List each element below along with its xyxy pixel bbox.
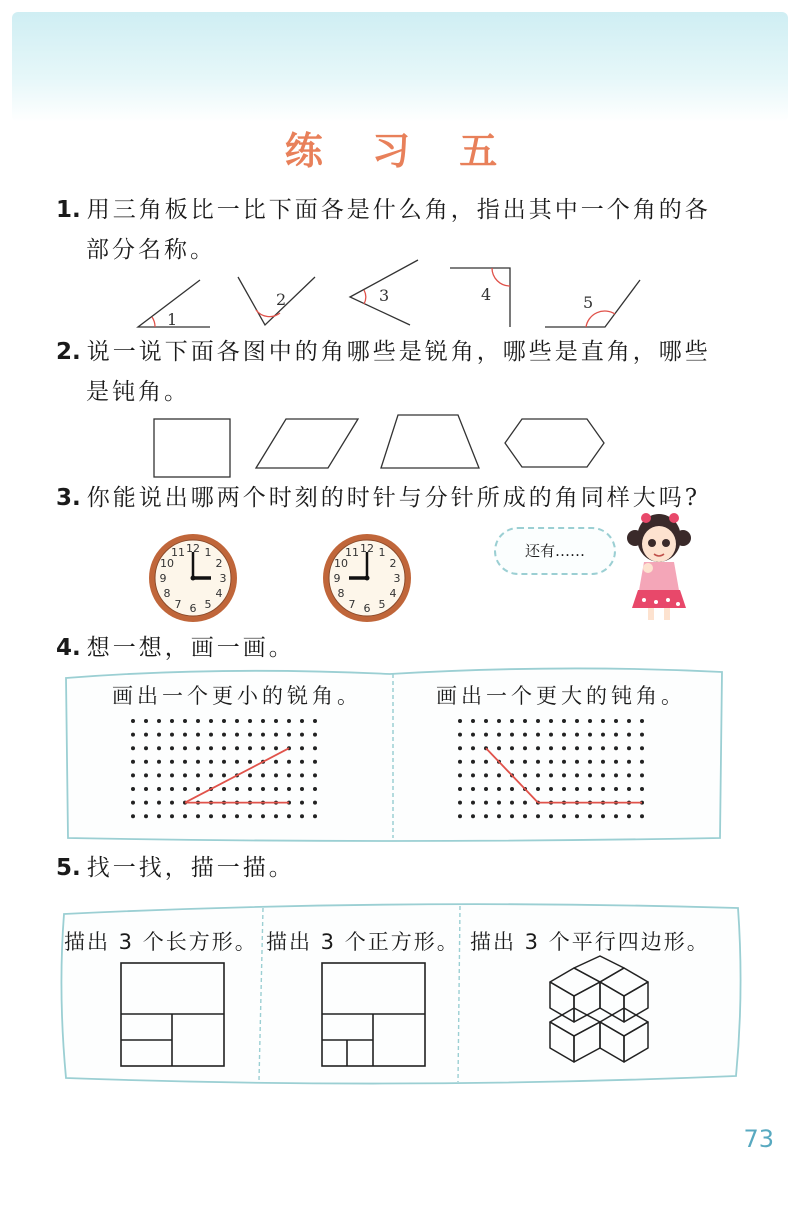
grid-dot [562, 773, 566, 777]
grid-dot [196, 733, 200, 737]
grid-dot [261, 773, 265, 777]
grid-dot [614, 773, 618, 777]
grid-dot [144, 733, 148, 737]
grid-dot [261, 719, 265, 723]
grid-dot [274, 719, 278, 723]
grid-dot [144, 746, 148, 750]
grid-dot [183, 733, 187, 737]
grid-dot [640, 719, 644, 723]
grid-dot [510, 814, 514, 818]
grid-dot [183, 814, 187, 818]
clock-number: 6 [363, 602, 371, 615]
grid-dot [131, 733, 135, 737]
grid-dot [131, 787, 135, 791]
grid-dot [287, 760, 291, 764]
grid-dot [549, 787, 553, 791]
grid-dot [614, 733, 618, 737]
grid-dot [209, 746, 213, 750]
grid-dot [627, 746, 631, 750]
grid-dot [222, 719, 226, 723]
grid-dot [484, 787, 488, 791]
grid-dot [196, 746, 200, 750]
grid-dot [287, 773, 291, 777]
grid-dot [248, 746, 252, 750]
grid-dot [157, 787, 161, 791]
girl-illustration [624, 508, 694, 623]
grid-dot [287, 787, 291, 791]
grid-dot [640, 773, 644, 777]
grid-dot [536, 746, 540, 750]
grid-dot [601, 787, 605, 791]
grid-dot [627, 814, 631, 818]
grid-dot [510, 719, 514, 723]
grid-dot [248, 787, 252, 791]
question-number: 4. [56, 635, 81, 661]
grid-dot [497, 814, 501, 818]
grid-dot [313, 814, 317, 818]
question-text-cont: 部分名称。 [86, 237, 216, 263]
grid-dot [614, 787, 618, 791]
clock-number: 11 [171, 546, 185, 560]
grid-dot [588, 814, 592, 818]
grid-dot [458, 801, 462, 805]
grid-dot [523, 773, 527, 777]
grid-dot [157, 773, 161, 777]
grid-dot [627, 787, 631, 791]
grid-dot [627, 773, 631, 777]
grid-dot [510, 746, 514, 750]
grid-dot [170, 814, 174, 818]
grid-dot [549, 746, 553, 750]
grid-dot [157, 719, 161, 723]
grid-dot [458, 773, 462, 777]
grid-dot [458, 746, 462, 750]
grid-dot [562, 719, 566, 723]
clock-number: 4 [389, 587, 397, 600]
grid-dot [183, 746, 187, 750]
grid-dot [536, 787, 540, 791]
angle-label-1: 1 [167, 310, 178, 329]
grid-dot [614, 746, 618, 750]
grid-dot [131, 719, 135, 723]
grid-dot [484, 814, 488, 818]
grid-dot [484, 760, 488, 764]
question-number: 5. [56, 855, 81, 881]
grid-dot [549, 733, 553, 737]
grid-dot [536, 760, 540, 764]
grid-dot [261, 746, 265, 750]
grid-dot [523, 814, 527, 818]
grid-dot [458, 814, 462, 818]
grid-dot [562, 787, 566, 791]
left-panel-label: 画出一个更小的锐角。 [112, 684, 362, 708]
clock-number: 2 [389, 557, 397, 570]
grid-dot [157, 760, 161, 764]
grid-dot [536, 719, 540, 723]
grid-dot [144, 773, 148, 777]
grid-dot [144, 814, 148, 818]
grid-dot [248, 814, 252, 818]
grid-dot [274, 746, 278, 750]
dot-grid-left [128, 716, 338, 826]
grid-dot [248, 719, 252, 723]
clock-2 [321, 532, 413, 624]
grid-dot [170, 801, 174, 805]
grid-dot [458, 760, 462, 764]
question-5 [56, 848, 295, 888]
grid-dot [131, 801, 135, 805]
clock-number: 10 [160, 557, 175, 570]
grid-dot [588, 746, 592, 750]
grid-dot [471, 733, 475, 737]
grid-dot [510, 787, 514, 791]
grid-dot [144, 787, 148, 791]
parallelograms-figure [548, 960, 674, 1064]
grid-dot [209, 760, 213, 764]
grid-dot [131, 773, 135, 777]
grid-dot [300, 746, 304, 750]
clock-number: 1 [204, 546, 212, 560]
trace-label-rectangles: 描出 3 个长方形。 [64, 930, 258, 954]
parallelogram-shape [256, 419, 358, 468]
trace-label-squares: 描出 3 个正方形。 [266, 930, 460, 954]
grid-dot [614, 719, 618, 723]
header-band [12, 12, 788, 122]
grid-dot [575, 814, 579, 818]
grid-dot [640, 787, 644, 791]
grid-dot [588, 733, 592, 737]
grid-dot [458, 787, 462, 791]
question-text: 说一说下面各图中的角哪些是锐角，哪些是直角，哪些 [86, 339, 711, 365]
grid-dot [588, 719, 592, 723]
grid-dot [601, 733, 605, 737]
grid-dot [209, 814, 213, 818]
grid-dot [222, 787, 226, 791]
grid-dot [588, 787, 592, 791]
grid-dot [458, 719, 462, 723]
grid-dot [235, 760, 239, 764]
grid-dot [131, 814, 135, 818]
page-number: 73 [743, 1125, 774, 1153]
grid-dot [536, 733, 540, 737]
clock-number: 5 [378, 597, 386, 611]
question-number: 3. [56, 485, 81, 511]
grid-dot [287, 814, 291, 818]
grid-dot [497, 773, 501, 777]
grid-dot [300, 760, 304, 764]
grid-dot [131, 746, 135, 750]
grid-dot [614, 814, 618, 818]
grid-dot [471, 814, 475, 818]
clock-number: 12 [360, 542, 374, 555]
grid-dot [248, 733, 252, 737]
grid-dot [209, 733, 213, 737]
question-text-cont: 是钝角。 [86, 379, 190, 405]
grid-dot [209, 719, 213, 723]
trace-label-parallelograms: 描出 3 个平行四边形。 [470, 930, 710, 954]
grid-dot [313, 746, 317, 750]
squares-figure [321, 962, 427, 1068]
grid-dot [183, 787, 187, 791]
question-3 [56, 478, 700, 518]
angle-label-4: 4 [481, 285, 492, 304]
grid-dot [157, 814, 161, 818]
grid-dot [313, 787, 317, 791]
grid-dot [601, 719, 605, 723]
grid-dot [170, 787, 174, 791]
grid-dot [575, 733, 579, 737]
grid-dot [183, 760, 187, 764]
grid-dot [510, 760, 514, 764]
shape-figures [0, 410, 800, 480]
grid-dot [248, 760, 252, 764]
grid-dot [183, 773, 187, 777]
grid-dot [157, 733, 161, 737]
clock-number: 6 [189, 602, 197, 615]
question-number: 1. [56, 197, 81, 223]
grid-dot [196, 719, 200, 723]
page-title: 练 习 五 [284, 129, 516, 173]
grid-dot [523, 760, 527, 764]
dot-grid-right [455, 716, 665, 826]
clock-number: 8 [337, 587, 345, 600]
grid-dot [484, 773, 488, 777]
grid-dot [222, 773, 226, 777]
grid-dot [575, 760, 579, 764]
grid-dot [222, 760, 226, 764]
clock-number: 7 [348, 597, 356, 611]
angle-ray-arm [185, 748, 289, 802]
grid-dot [183, 719, 187, 723]
grid-dot [170, 773, 174, 777]
grid-dot [549, 814, 553, 818]
question-2 [56, 332, 711, 412]
grid-dot [287, 733, 291, 737]
grid-dot [523, 801, 527, 805]
grid-dot [274, 733, 278, 737]
grid-dot [287, 719, 291, 723]
grid-dot [313, 801, 317, 805]
rectangle-shape [154, 419, 230, 477]
grid-dot [640, 814, 644, 818]
grid-dot [300, 719, 304, 723]
grid-dot [170, 719, 174, 723]
grid-dot [300, 787, 304, 791]
grid-dot [313, 733, 317, 737]
grid-dot [196, 773, 200, 777]
clock-number: 1 [378, 546, 386, 560]
grid-dot [300, 814, 304, 818]
grid-dot [627, 760, 631, 764]
grid-dot [222, 746, 226, 750]
grid-dot [627, 719, 631, 723]
grid-dot [562, 760, 566, 764]
grid-dot [484, 733, 488, 737]
grid-dot [131, 760, 135, 764]
grid-dot [300, 801, 304, 805]
grid-dot [144, 719, 148, 723]
grid-dot [536, 773, 540, 777]
angle-4 [450, 268, 510, 327]
clock-number: 8 [163, 587, 171, 600]
grid-dot [484, 719, 488, 723]
question-text: 你能说出哪两个时刻的时针与分针所成的角同样大吗? [86, 485, 701, 511]
clock-number: 11 [345, 546, 359, 560]
grid-dot [614, 760, 618, 764]
angle-label-2: 2 [276, 290, 287, 309]
grid-dot [458, 733, 462, 737]
clock-1 [147, 532, 239, 624]
grid-dot [575, 719, 579, 723]
grid-dot [235, 814, 239, 818]
question-text: 想一想，画一画。 [86, 635, 295, 661]
clock-center [365, 576, 370, 581]
question-number: 2. [56, 339, 81, 365]
clock-number: 9 [159, 572, 167, 585]
clock-center [191, 576, 196, 581]
grid-dot [300, 733, 304, 737]
grid-dot [497, 801, 501, 805]
grid-dot [313, 719, 317, 723]
grid-dot [601, 746, 605, 750]
grid-dot [497, 733, 501, 737]
grid-dot [274, 773, 278, 777]
grid-dot [274, 760, 278, 764]
clock-number: 3 [219, 572, 227, 585]
grid-dot [300, 773, 304, 777]
grid-dot [601, 814, 605, 818]
trapezoid-shape [381, 415, 479, 468]
grid-dot [157, 801, 161, 805]
grid-dot [261, 787, 265, 791]
grid-dot [471, 719, 475, 723]
clock-number: 12 [186, 542, 200, 555]
grid-dot [170, 733, 174, 737]
grid-dot [562, 814, 566, 818]
grid-dot [209, 773, 213, 777]
grid-dot [575, 773, 579, 777]
clock-number: 2 [215, 557, 223, 570]
grid-dot [274, 787, 278, 791]
grid-dot [248, 773, 252, 777]
hexagon-shape [505, 419, 604, 467]
grid-dot [575, 787, 579, 791]
grid-dot [471, 801, 475, 805]
grid-dot [562, 733, 566, 737]
grid-dot [222, 733, 226, 737]
angle-figures [0, 255, 800, 335]
clock-number: 9 [333, 572, 341, 585]
grid-dot [157, 746, 161, 750]
grid-dot [313, 773, 317, 777]
clock-number: 5 [204, 597, 212, 611]
grid-dot [497, 787, 501, 791]
grid-dot [235, 719, 239, 723]
grid-dot [640, 760, 644, 764]
grid-dot [497, 746, 501, 750]
grid-dot [471, 760, 475, 764]
grid-dot [274, 814, 278, 818]
grid-dot [235, 746, 239, 750]
grid-dot [313, 760, 317, 764]
grid-dot [588, 760, 592, 764]
grid-dot [588, 773, 592, 777]
grid-dot [471, 746, 475, 750]
clock-number: 4 [215, 587, 223, 600]
grid-dot [523, 746, 527, 750]
angle-label-3: 3 [379, 286, 390, 305]
rectangles-figure [120, 962, 226, 1068]
grid-dot [523, 733, 527, 737]
grid-dot [222, 814, 226, 818]
grid-dot [536, 814, 540, 818]
grid-dot [549, 719, 553, 723]
grid-dot [170, 746, 174, 750]
grid-dot [471, 787, 475, 791]
grid-dot [144, 760, 148, 764]
grid-dot [196, 787, 200, 791]
grid-dot [562, 746, 566, 750]
grid-dot [471, 773, 475, 777]
speech-bubble: 还有…… [494, 527, 616, 575]
question-text: 找一找，描一描。 [86, 855, 295, 881]
grid-dot [497, 719, 501, 723]
grid-dot [523, 719, 527, 723]
grid-dot [170, 760, 174, 764]
grid-dot [510, 733, 514, 737]
grid-dot [549, 773, 553, 777]
grid-dot [261, 733, 265, 737]
angle-ray-arm [486, 748, 538, 802]
grid-dot [235, 733, 239, 737]
grid-dot [640, 733, 644, 737]
grid-dot [627, 733, 631, 737]
angle-label-5: 5 [583, 293, 594, 312]
grid-dot [601, 773, 605, 777]
clock-number: 7 [174, 597, 182, 611]
clock-number: 3 [393, 572, 401, 585]
grid-dot [196, 760, 200, 764]
grid-dot [235, 787, 239, 791]
right-panel-label: 画出一个更大的钝角。 [436, 684, 686, 708]
grid-dot [549, 760, 553, 764]
grid-dot [196, 814, 200, 818]
question-text: 用三角板比一比下面各是什么角，指出其中一个角的各 [86, 197, 711, 223]
grid-dot [144, 801, 148, 805]
grid-dot [575, 746, 579, 750]
grid-dot [510, 801, 514, 805]
grid-dot [484, 801, 488, 805]
grid-dot [640, 746, 644, 750]
clock-number: 10 [334, 557, 349, 570]
grid-dot [261, 814, 265, 818]
grid-dot [601, 760, 605, 764]
